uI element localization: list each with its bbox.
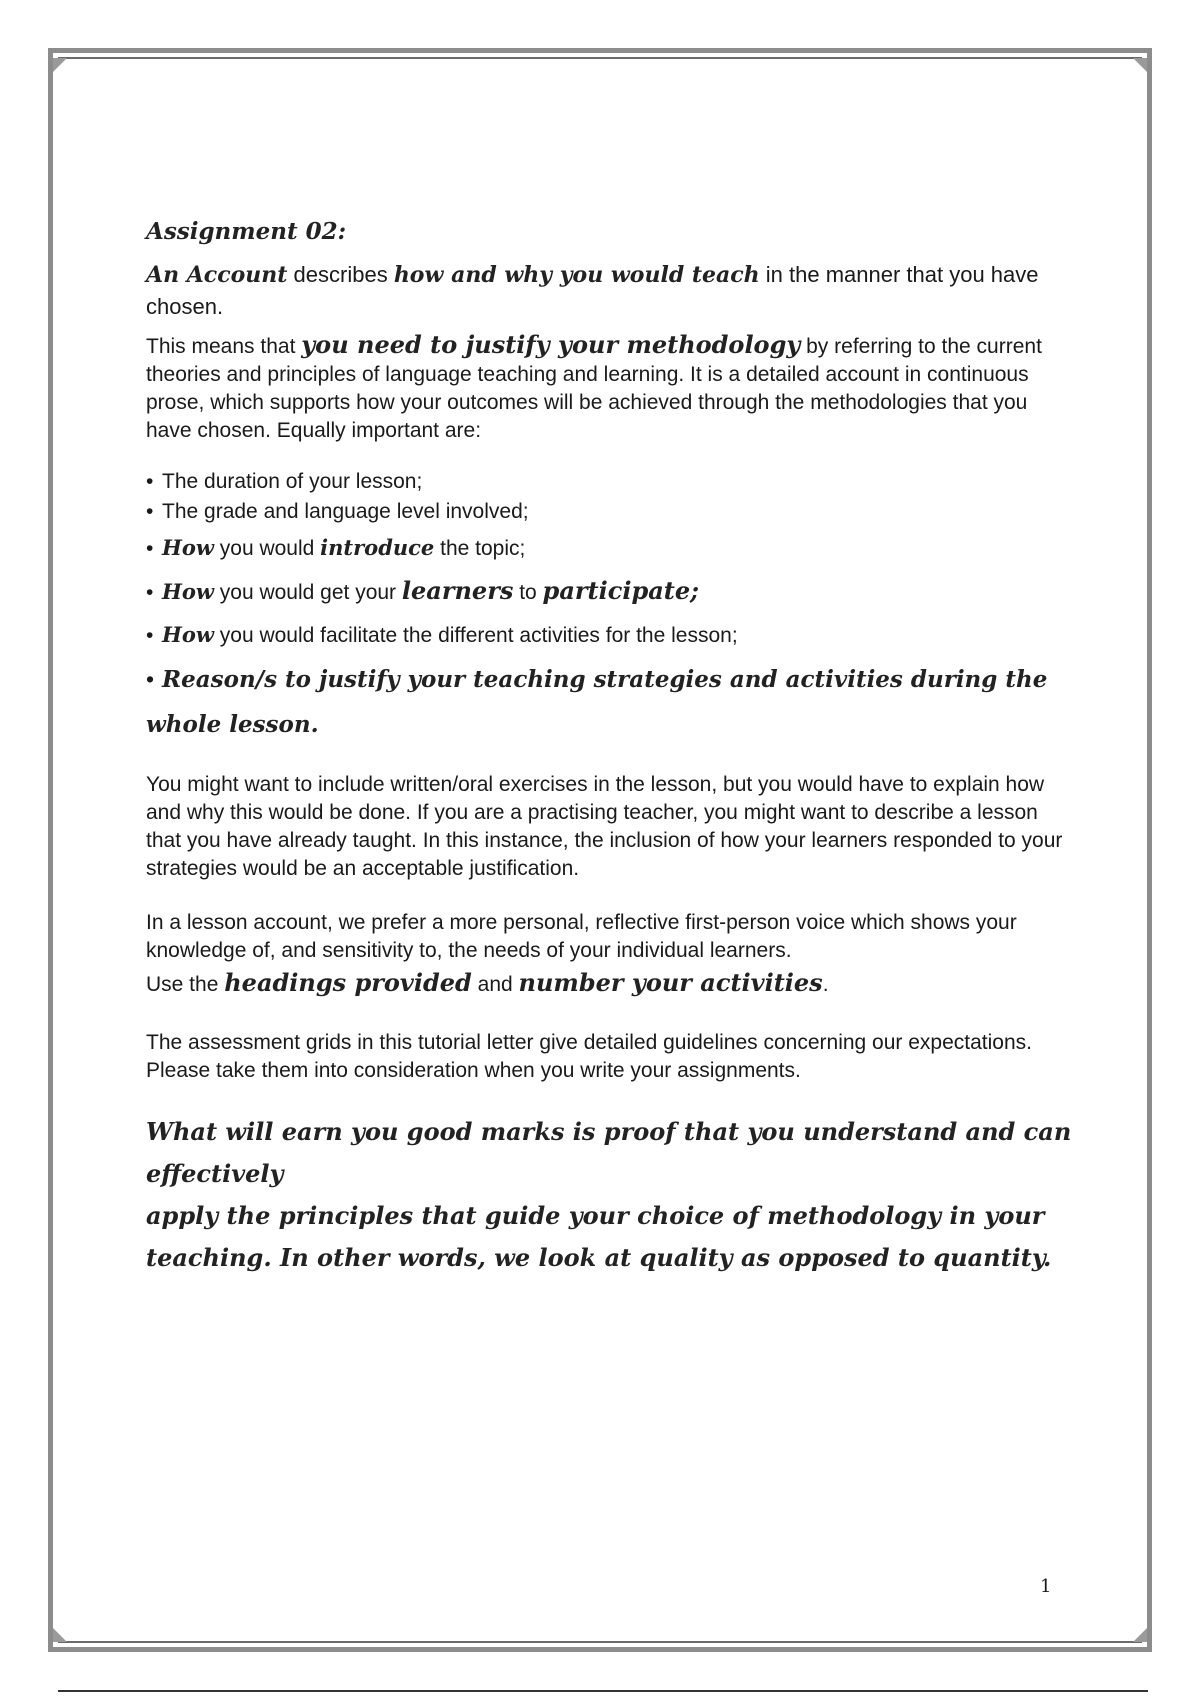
bullet-grade: The grade and language level involved; [162,500,529,523]
justify-paragraph [146,331,1076,445]
list-item: • Reason/s to justify your teaching strategies and activities during the whole lesson. [146,666,1048,738]
requirements-list [146,467,1076,747]
border-left [48,48,53,1652]
border-top [48,48,1152,53]
intro-account: An Account [146,262,288,288]
footer-rule [58,1690,1148,1692]
headings-line [146,965,1076,1003]
justify-text-2: by referring to the current theories and principles of language teaching and learning. It is a detailed account in continuous prose, which supports how your outcomes will be achieved through the methodologies that you have chosen. Equally important are: [146,335,1042,442]
corner-ornament-bottom-left [53,1628,67,1642]
list-item: • How you would get your learners to participate; [146,576,700,605]
justify-emphasis: you need to justify your methodology [301,330,801,359]
intro-paragraph [146,259,1076,323]
closing-statement [146,1111,1076,1279]
intro-text-1: describes [287,262,394,287]
exercises-paragraph: You might want to include written/oral exercises in the lesson, but you would have to explain how and why this would be done. If you are a practising teacher, you might want to describe a lesson that you have already taught. In this instance, the inclusion of how your learners responded to your strategies would be an acceptable justification. [146,773,1063,880]
intro-how-why: how and why you would teach [393,262,760,288]
bullet-how: How [162,622,214,647]
list-item: • How you would facilitate the different activities for the lesson; [146,622,738,647]
border-bottom-inner [58,1641,1142,1643]
list-item: • How you would introduce the topic; [146,535,526,560]
page-number: 1 [1040,1576,1052,1597]
intro-text-2: in the manner that you have chosen. [146,262,1039,319]
headings-text: and [471,973,519,996]
numbering-emphasis: number your activities [518,968,823,997]
bullet-duration: The duration of your lesson; [162,470,423,493]
closing-line-2: apply the principles that guide your choice of methodology in your teaching. In other words, we look at quality as opposed to quantity. [146,1201,1052,1272]
corner-ornament-bottom-right [1133,1628,1147,1642]
closing-line-1: What will earn you good marks is proof that you understand and can effectively [146,1117,1072,1188]
border-bottom [48,1647,1152,1652]
list-item: • The duration of your lesson; [146,470,423,493]
corner-ornament-top-right [1133,58,1147,72]
bullet-how: How [162,535,214,560]
border-top-inner [58,57,1142,59]
bullet-text: you would get your [213,581,402,604]
list-item: • The grade and language level involved; [146,500,529,523]
bullet-emphasis: participate; [542,576,700,605]
bullet-emphasis: introduce [320,535,435,560]
bullet-text: the topic; [434,537,526,560]
corner-ornament-top-left [53,58,67,72]
bullet-emphasis: learners [401,576,514,605]
bullet-reasons: Reason/s to justify your teaching strategies and activities during the whole lesson. [146,666,1048,738]
border-right [1147,48,1152,1652]
grids-paragraph: The assessment grids in this tutorial letter give detailed guidelines concerning our expectations. Please take them into consideration when you write your assignments. [146,1031,1032,1082]
bullet-text: you would [213,537,321,560]
headings-emphasis: headings provided [224,968,472,997]
bullet-how: How [162,579,214,604]
bullet-text: to [513,581,543,604]
headings-text: Use the [146,973,225,996]
assignment-title: Assignment 02: [146,218,347,245]
document-body [146,218,1076,1279]
justify-text-1: This means that [146,335,302,358]
headings-text: . [822,973,829,996]
bullet-text: you would facilitate the different activities for the lesson; [213,624,738,647]
voice-paragraph: In a lesson account, we prefer a more personal, reflective first-person voice which shows your knowledge of, and sensitivity to, the needs of your individual learners. [146,911,1017,962]
